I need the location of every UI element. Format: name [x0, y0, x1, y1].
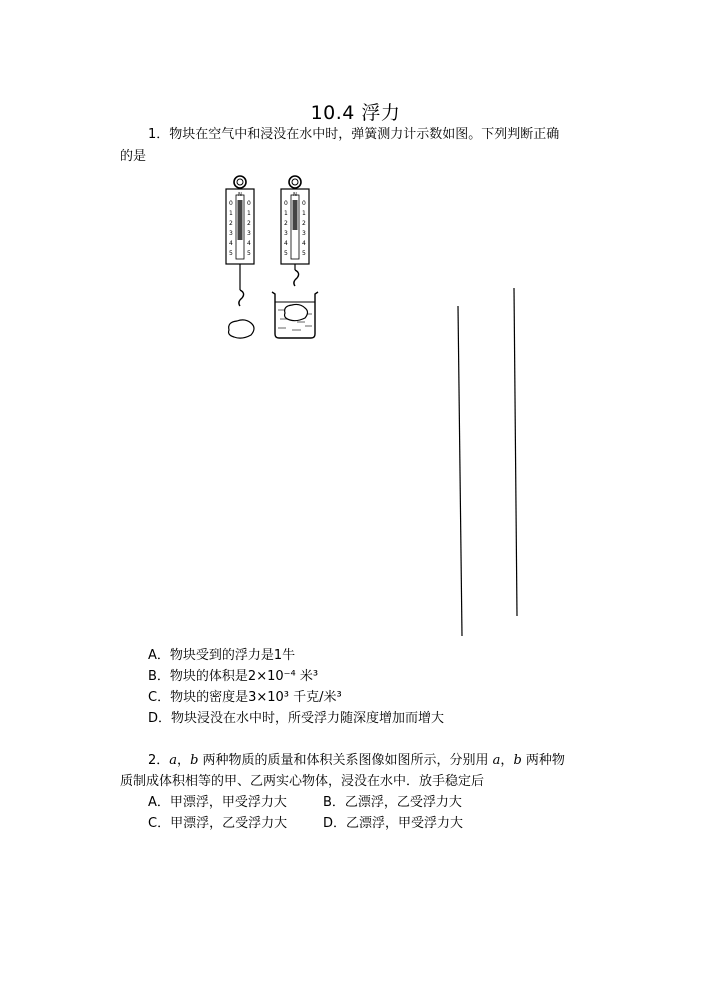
tick-left-r3: 3	[247, 230, 251, 237]
tick-right-4: 4	[284, 240, 288, 247]
vertical-line-left	[455, 304, 467, 638]
question-2-stem-end: 两种物	[521, 753, 565, 768]
sep-1: ，	[177, 753, 191, 768]
q2-option-a[interactable]: A．甲漂浮，甲受浮力大	[148, 795, 287, 810]
question-1-number: 1．	[148, 127, 170, 142]
tick-right-3: 3	[284, 230, 288, 237]
question-2-stem: 两种物质的质量和体积关系图像如图所示，分别用	[198, 753, 489, 768]
question-2-line-2: 质制成体积相等的甲、乙两实心物体，浸没在水中．放手稳定后	[120, 774, 485, 789]
spring-scale-in-water	[272, 176, 318, 338]
tick-left-2: 2	[229, 220, 233, 227]
tick-right-5: 5	[284, 250, 288, 257]
tick-left-r1: 1	[247, 210, 251, 217]
unit-label-left: N	[238, 192, 242, 198]
tick-left-0: 0	[229, 200, 233, 207]
tick-right-r3: 3	[302, 230, 306, 237]
vertical-line-right	[510, 286, 522, 618]
question-2-number: 2．	[148, 753, 170, 768]
spring-scale-figure	[215, 172, 345, 344]
tick-left-r4: 4	[247, 240, 251, 247]
unit-label-right: N	[293, 192, 297, 198]
tick-right-2: 2	[284, 220, 288, 227]
q1-option-c[interactable]: C．物块的密度是3×10³ 千克/米³	[148, 690, 342, 705]
tick-left-5: 5	[229, 250, 233, 257]
q2-option-b[interactable]: B．乙漂浮，乙受浮力大	[323, 795, 462, 810]
question-1-line-1	[148, 124, 559, 145]
q1-option-d[interactable]: D．物块浸没在水中时，所受浮力随深度增加而增大	[148, 711, 445, 726]
q2-option-c[interactable]: C．甲漂浮，乙受浮力大	[148, 816, 288, 831]
tick-right-r1: 1	[302, 210, 306, 217]
var-b-2: b	[513, 753, 522, 768]
tick-right-r5: 5	[302, 250, 306, 257]
tick-left-r0: 0	[247, 200, 251, 207]
q1-option-a[interactable]: A．物块受到的浮力是1牛	[148, 648, 296, 663]
sep-2: ，	[500, 753, 514, 768]
var-b: b	[190, 753, 199, 768]
var-a-2: a	[488, 753, 501, 768]
q2-option-d[interactable]: D．乙漂浮，甲受浮力大	[323, 816, 464, 831]
q1-option-b[interactable]: B．物块的体积是2×10⁻⁴ 米³	[148, 669, 319, 684]
block-in-air	[229, 320, 254, 338]
tick-right-r0: 0	[302, 200, 306, 207]
var-a: a	[169, 753, 178, 768]
tick-right-0: 0	[284, 200, 288, 207]
tick-left-r2: 2	[247, 220, 251, 227]
question-1-line-2: 的是	[120, 149, 147, 164]
page-title: 10.4 浮力	[310, 102, 401, 124]
tick-right-r2: 2	[302, 220, 306, 227]
question-2-line-1	[148, 750, 565, 771]
tick-left-r5: 5	[247, 250, 251, 257]
block-in-water	[285, 304, 308, 320]
tick-right-r4: 4	[302, 240, 306, 247]
tick-left-1: 1	[229, 210, 233, 217]
question-1-stem: 物块在空气中和浸没在水中时，弹簧测力计示数如图。下列判断正确	[169, 127, 560, 142]
tick-left-4: 4	[229, 240, 233, 247]
spring-scale-in-air	[226, 176, 254, 338]
tick-left-3: 3	[229, 230, 233, 237]
tick-right-1: 1	[284, 210, 288, 217]
